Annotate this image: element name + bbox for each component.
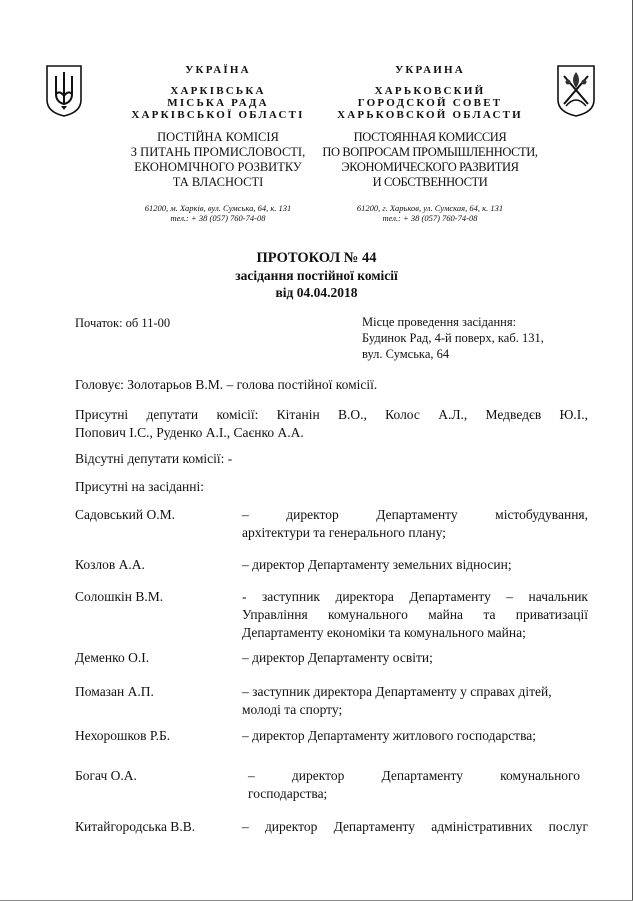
attendee-position xyxy=(242,727,588,745)
header-ua-commission-line: ЕКОНОМІЧНОГО РОЗВИТКУ xyxy=(134,160,302,174)
present-deputies xyxy=(75,406,588,442)
kharkiv-coat-of-arms-icon xyxy=(556,64,596,118)
attendee-name: Богач О.А. xyxy=(75,768,137,783)
attendee-position-line: – директор Департаменту житлового господарства; xyxy=(242,728,537,743)
header-ru-commission-line: ПОСТОЯННАЯ КОМИССИЯ xyxy=(353,130,507,144)
attendee-position-line: – директор Департаменту освіти; xyxy=(242,650,433,665)
header-ua-commission-line: ТА ВЛАСНОСТІ xyxy=(172,175,264,189)
header-ua-contacts xyxy=(108,203,328,223)
attendee-position xyxy=(248,767,580,803)
attendee-name: Солошкін В.М. xyxy=(75,589,164,604)
attendee-position-line: – заступник директора Департаменту у справах дітей, xyxy=(242,684,552,699)
attendee-position xyxy=(242,649,588,667)
attendee-position xyxy=(242,556,588,574)
header-ru-council-line: ХАРЬКОВСКОЙ ОБЛАСТИ xyxy=(337,109,523,121)
attendee-position-line: господарства; xyxy=(248,786,328,801)
attendee-name: Деменко О.І. xyxy=(75,650,150,665)
header-ru-commission-line: ПО ВОПРОСАМ ПРОМЫШЛЕННОСТИ, xyxy=(322,145,538,159)
header-ua-phone: тел.: + 38 (057) 760-74-08 xyxy=(170,213,266,223)
venue-line: Місце проведення засідання: xyxy=(362,315,517,329)
attendee-position xyxy=(242,818,588,836)
header-ru-country: УКРАИНА xyxy=(395,64,465,76)
present-deputies-line: Присутні депутати комісії: Кітанін В.О., Колос А.Л., Медведєв Ю.І., xyxy=(75,407,588,422)
attendee-name: Нехорошков Р.Б. xyxy=(75,728,171,743)
header-ru-council-line: ГОРОДСКОЙ СОВЕТ xyxy=(357,97,503,109)
attendee-position-line: - заступник директора Департаменту – начальник xyxy=(242,589,588,604)
attendee-name: Садовський О.М. xyxy=(75,507,175,522)
attendee-position-line: – директор Департаменту містобудування, xyxy=(242,507,588,522)
header-ua-commission xyxy=(108,130,328,190)
header-ru-contacts xyxy=(320,203,540,223)
header-ua-country: УКРАЇНА xyxy=(185,64,251,76)
header-ru-commission xyxy=(315,130,545,190)
header-ru-address: 61200, г. Харьков, ул. Сумская, 64, к. 131 xyxy=(356,203,504,213)
header-ru-commission-line: ЭКОНОМИЧЕСКОГО РАЗВИТИЯ xyxy=(341,160,519,174)
attendee-position-line: молоді та спорту; xyxy=(242,702,343,717)
header-ru-council xyxy=(320,85,540,121)
ukraine-coat-of-arms-icon xyxy=(45,64,83,118)
header-ua-council-line: ХАРКІВСЬКОЇ ОБЛАСТІ xyxy=(131,109,305,121)
header-ua-commission-line: З ПИТАНЬ ПРОМИСЛОВОСТІ, xyxy=(130,145,306,159)
attendees-label: Присутні на засіданні: xyxy=(75,479,205,494)
header-ru-commission-line: И СОБСТВЕННОСТИ xyxy=(372,175,488,189)
attendee-name: Китайгородська В.В. xyxy=(75,819,196,834)
header-ua-council-line: ХАРКІВСЬКА xyxy=(170,85,266,97)
attendee-name: Помазан А.П. xyxy=(75,684,154,699)
attendee-position-line: Департаменту економіки та комунального майна; xyxy=(242,625,526,640)
absent-deputies: Відсутні депутати комісії: - xyxy=(75,451,233,466)
attendee-position xyxy=(242,588,588,642)
chair-line: Головує: Золотарьов В.М. – голова постійної комісії. xyxy=(75,377,378,392)
protocol-number: ПРОТОКОЛ № 44 xyxy=(256,250,377,266)
header-ua-council-line: МІСЬКА РАДА xyxy=(167,97,269,109)
attendee-position xyxy=(242,683,588,719)
meeting-start: Початок: об 11-00 xyxy=(75,316,171,330)
protocol-title xyxy=(150,250,483,301)
attendee-position-line: архітектури та генерального плану; xyxy=(242,525,446,540)
attendee-position-line: – директор Департаменту комунального xyxy=(248,768,580,783)
header-ru-phone: тел.: + 38 (057) 760-74-08 xyxy=(382,213,478,223)
header-ua-address: 61200, м. Харків, вул. Сумська, 64, к. 131 xyxy=(144,203,292,213)
header-ua-commission-line: ПОСТІЙНА КОМІСІЯ xyxy=(157,130,279,144)
attendee-position-line: Управління комунального майна та приватизації xyxy=(242,607,588,622)
attendee-position xyxy=(242,506,588,542)
attendee-position-line: – директор Департаменту адміністративних послуг xyxy=(242,819,588,834)
header-ru-council-line: ХАРЬКОВСКИЙ xyxy=(374,85,486,97)
venue-line: Будинок Рад, 4-й поверх, каб. 131, xyxy=(362,331,544,345)
meeting-venue xyxy=(362,314,602,362)
protocol-subtitle: засідання постійної комісії xyxy=(235,268,398,283)
attendee-name: Козлов А.А. xyxy=(75,557,145,572)
present-deputies-line: Попович І.С., Руденко А.І., Саєнко А.А. xyxy=(75,425,304,440)
header-ua-council xyxy=(108,85,328,121)
attendee-position-line: – директор Департаменту земельних відносин; xyxy=(242,557,512,572)
protocol-date: від 04.04.2018 xyxy=(275,285,358,300)
venue-line: вул. Сумська, 64 xyxy=(362,347,450,361)
